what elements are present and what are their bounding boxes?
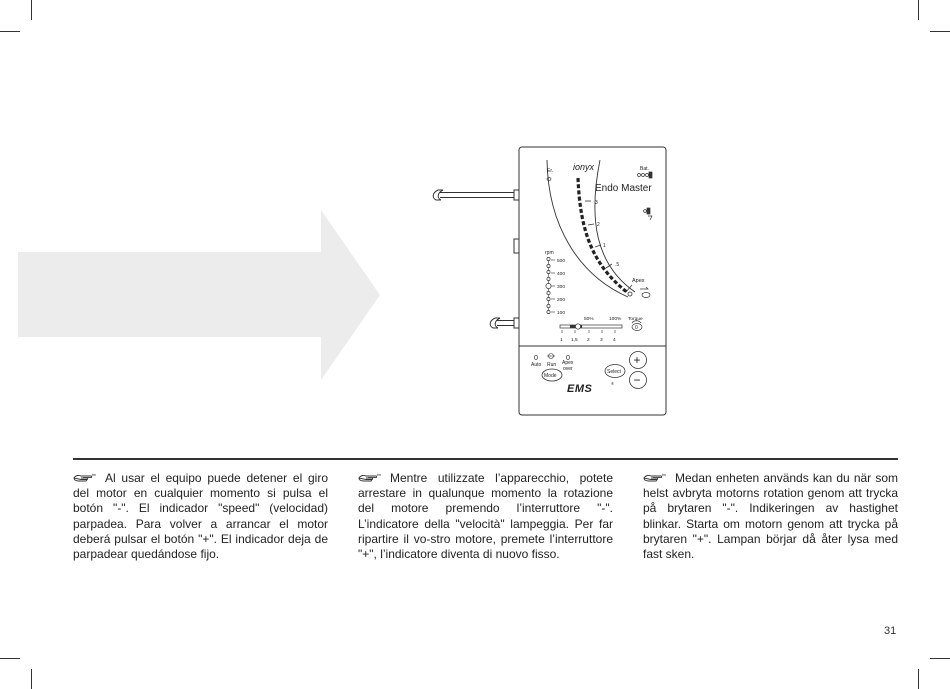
rpm-value-300: 300 (557, 285, 566, 290)
select-button[interactable] (605, 365, 625, 378)
plus-button-label: + (633, 353, 641, 367)
crop-mark-bottom-left-h (0, 658, 20, 659)
rpm-value-400: 400 (557, 272, 566, 277)
error-label: Er. (547, 168, 554, 174)
torque-scale-3: 3 (600, 338, 603, 343)
rpm-value-100: 100 (557, 311, 566, 316)
torque-scale-4: 4 (613, 338, 616, 343)
pointing-hand-icon (358, 473, 380, 483)
device-illustration (421, 146, 671, 421)
select-button-label: Select (607, 369, 621, 375)
torque-percent-100: 100% (609, 317, 622, 322)
rpm-value-200: 200 (557, 298, 566, 303)
text-column-spanish (73, 471, 328, 562)
crop-mark-bottom-left-v (31, 669, 32, 689)
cable-bottom (490, 239, 519, 328)
section-divider (73, 458, 898, 460)
svg-text:tm: tm (377, 473, 381, 477)
text-column-swedish (643, 471, 898, 562)
auto-value: 0 (534, 355, 538, 362)
battery-label: Bat. (640, 166, 649, 172)
paragraph-spanish: Al usar el equipo puede detener el giro del motor en cualquier momento si pulsa el botón "-". El indicador "speed" (velocidad) parpadea. Para volver a arrancar el motor deberá pulsar el botón "+". El indicador deja de parpadear quedándose fijo. (73, 471, 328, 562)
svg-text:tm: tm (92, 473, 96, 477)
torque-value: 0 (635, 325, 638, 331)
apex-label: Apex (632, 278, 645, 284)
crop-mark-top-right-v (918, 0, 919, 20)
svg-text:tm: tm (662, 473, 666, 477)
rpm-label: rpm (545, 250, 554, 256)
rpm-value-500: 500 (557, 259, 566, 264)
paragraph-swedish: Medan enheten används kan du när som helst avbryta motorns rotation genom att trycka på brytaren "-". Indikeringen av hastighet blinkar. Starta om motorn genom att trycka på brytaren "+". Lampan börjar då åter lysa med fast sken. (643, 471, 898, 562)
apex-over-label-2: over (563, 366, 573, 372)
crop-mark-top-right-h (930, 31, 950, 32)
crop-mark-bottom-right-v (918, 669, 919, 689)
minus-button-label: − (633, 373, 641, 387)
cable-top (433, 190, 519, 200)
mode-button-label: Mode (544, 373, 557, 379)
apex-scale-1: 1 (603, 243, 606, 249)
crop-mark-bottom-right-h (930, 658, 950, 659)
apex-scale-3: 3 (595, 200, 598, 206)
apex-scale-2: 2 (597, 222, 600, 228)
crop-mark-top-left-h (0, 31, 20, 32)
ems-logo: EMS (567, 383, 593, 395)
brand-name: ionyx (573, 162, 595, 172)
apex-over-value: 0 (566, 355, 570, 362)
auto-label: Auto (531, 362, 542, 368)
pointing-hand-icon (643, 473, 665, 483)
torque-scale-1-5: 1,5 (571, 338, 578, 343)
minus-button[interactable] (630, 372, 647, 389)
run-label: Run (547, 362, 557, 368)
arrow-graphic (18, 210, 383, 380)
crop-mark-top-left-v (31, 0, 32, 20)
text-column-italian (358, 471, 613, 562)
torque-percent-50: 50% (584, 317, 594, 322)
plus-button[interactable] (630, 352, 647, 369)
page-number: 31 (884, 625, 897, 637)
torque-scale-2: 2 (587, 338, 590, 343)
torque-scale-1: 1 (560, 338, 563, 343)
apex-over-label-1: Apex (562, 360, 574, 366)
mode-button[interactable] (542, 369, 562, 381)
apex-scale-05: .5 (615, 262, 620, 268)
ems-registered-mark: ® (611, 381, 614, 386)
torque-bar (560, 325, 622, 328)
product-name: Endo Master (595, 183, 652, 194)
paragraph-italian: Mentre utilizzate l’apparecchio, potete arrestare in qualunque momento la rotazione del motore premendo l’interruttore "-". L’indicatore della "velocità" lampeggia. Per far ripartire il vo-stro motore, premete l’interruttore "+", l’indicatore diventa di nuovo fisso. (358, 471, 613, 562)
pointing-hand-icon (73, 473, 95, 483)
torque-label: Torque (628, 317, 643, 322)
